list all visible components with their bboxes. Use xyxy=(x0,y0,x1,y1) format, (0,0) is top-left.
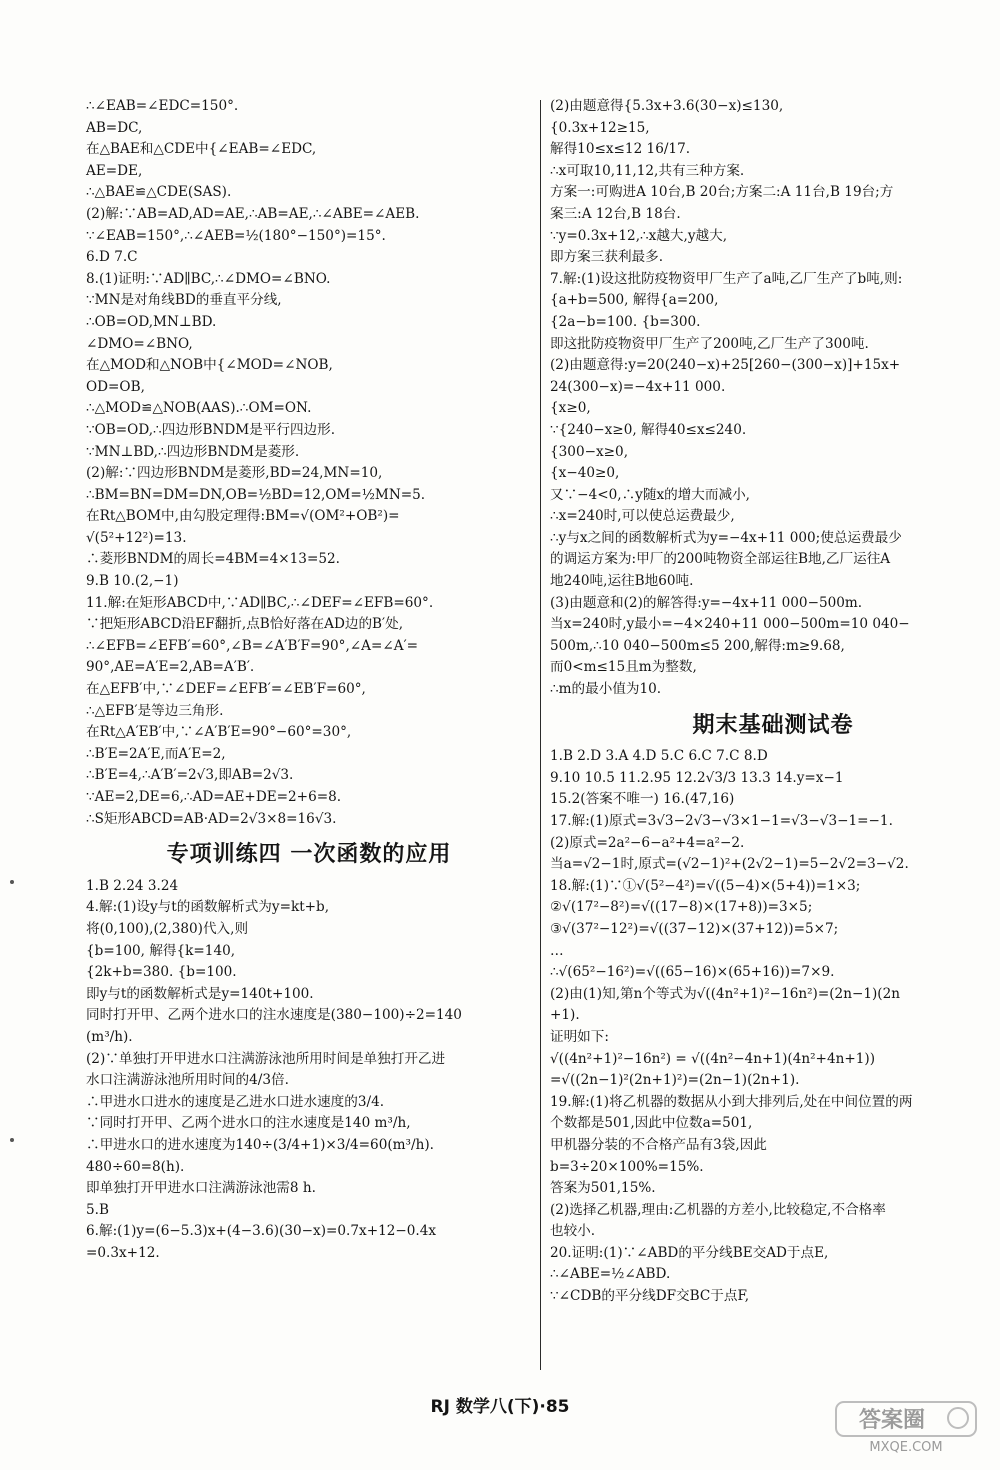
right-column xyxy=(550,96,996,1308)
answer-line: ∵MN⊥BD,∴四边形BNDM是菱形. xyxy=(86,443,300,460)
answer-line: 在△EFB′中,∵∠DEF=∠EFB′=∠EB′F=60°, xyxy=(86,681,366,698)
answer-line: 17.解:(1)原式=3√3−2√3−√3×1−1=√3−√3−1=−1. xyxy=(550,813,893,829)
answer-line: (2)选择乙机器,理由:乙机器的方差小,比较稳定,不合格率 xyxy=(550,1201,886,1218)
answer-line: 当x=240时,y最小=−4×240+11 000−500m=10 040− xyxy=(550,616,910,633)
answer-line: 在△MOD和△NOB中{∠MOD=∠NOB, xyxy=(86,357,333,374)
answer-line: {x−40≥0, xyxy=(550,465,620,482)
answer-line: (2)由题意得:y=20(240−x)+25[260−(300−x)]+15x+ xyxy=(550,357,901,374)
answer-line: √(5²+12²)=13. xyxy=(86,529,187,546)
answer-line: ∴△BAE≌△CDE(SAS). xyxy=(86,184,232,201)
left-answers-part-1 xyxy=(86,96,532,830)
answer-line: ∴△EFB′是等边三角形. xyxy=(86,702,224,719)
answer-line: 15.2(答案不唯一) 16.(47,16) xyxy=(550,791,735,808)
answer-line: ③√(37²−12²)=√((37−12)×(37+12))=5×7; xyxy=(550,920,839,937)
answer-line: b=3÷20×100%=15%. xyxy=(550,1158,704,1175)
answer-line: ∴B′E=4,∴A′B′=2√3,即AB=2√3. xyxy=(86,767,294,784)
answer-line: 个数都是501,因此中位数a=501, xyxy=(550,1115,753,1132)
left-column xyxy=(86,96,532,1264)
edge-mark xyxy=(10,1138,14,1142)
answer-line: 答案为501,15%. xyxy=(550,1180,656,1197)
edge-mark xyxy=(10,880,14,884)
answer-line: 水口注满游泳池所用时间的4/3倍. xyxy=(86,1072,289,1089)
answer-line: 将(0,100),(2,380)代入,则 xyxy=(86,920,249,937)
answer-line: 480÷60=8(h). xyxy=(86,1158,185,1175)
answer-line: 1.B 2.D 3.A 4.D 5.C 6.C 7.C 8.D xyxy=(550,748,768,765)
answer-line: 即y与t的函数解析式是y=140t+100. xyxy=(86,985,314,1002)
answer-line: ∴x=240时,可以使总运费最少, xyxy=(550,508,735,525)
answer-line: {300−x≥0, xyxy=(550,443,629,460)
answer-line: ∴甲进水口进水的速度是乙进水口进水速度的3/4. xyxy=(86,1093,385,1110)
answer-line: ∴∠EAB=∠EDC=150°. xyxy=(86,98,239,114)
answer-line: AB=DC, xyxy=(86,119,143,136)
answer-line: ∴√(65²−16²)=√((65−16)×(65+16))=7×9. xyxy=(550,964,835,981)
answer-line: (2)原式=2a²−6−a²+4=a²−2. xyxy=(550,834,745,851)
answer-line: 即方案三获利最多. xyxy=(550,249,664,266)
section-heading-special-training-4: 专项训练四 一次函数的应用 xyxy=(166,842,452,868)
answer-line: ∴BM=BN=DM=DN,OB=½BD=12,OM=½MN=5. xyxy=(86,486,426,503)
answer-line: 方案一:可购进A 10台,B 20台;方案二:A 11台,B 19台;方 xyxy=(550,184,894,201)
answer-line: 又∵−4<0,∴y随x的增大而减小, xyxy=(550,486,751,503)
answer-line: 而0<m≤15且m为整数, xyxy=(550,659,697,676)
answer-line: 案三:A 12台,B 18台. xyxy=(550,205,681,222)
answer-line: ∵MN是对角线BD的垂直平分线, xyxy=(86,292,282,309)
answer-line: ∵y=0.3x+12,∴x越大,y越大, xyxy=(550,227,728,244)
answer-line: 1.B 2.24 3.24 xyxy=(86,877,179,894)
answer-line: ∵OB=OD,∴四边形BNDM是平行四边形. xyxy=(86,421,336,438)
answer-line: (2)由(1)知,第n个等式为√((4n²+1)²−16n²)=(2n−1)(2n xyxy=(550,985,900,1002)
answer-line: ∴OB=OD,MN⊥BD. xyxy=(86,313,217,330)
answer-line: 即这批防疫物资甲厂生产了200吨,乙厂生产了300吨. xyxy=(550,335,869,352)
answer-line: ∴y与x之间的函数解析式为y=−4x+11 000;使总运费最少 xyxy=(550,529,902,546)
answer-line: 9.B 10.(2,−1) xyxy=(86,573,179,590)
answer-line: OD=OB, xyxy=(86,378,145,395)
answer-line: 当a=√2−1时,原式=(√2−1)²+(2√2−1)=5−2√2=3−√2. xyxy=(550,856,909,873)
answer-line: 9.10 10.5 11.2.95 12.2√3/3 13.3 14.y=x−1 xyxy=(550,769,844,786)
watermark-text: 答案圈 xyxy=(858,1408,926,1433)
answer-line: (2)解:∵四边形BNDM是菱形,BD=24,MN=10, xyxy=(86,465,383,482)
answer-line: ∵AE=2,DE=6,∴AD=AE+DE=2+6=8. xyxy=(86,789,342,805)
answer-line: 4.解:(1)设y与t的函数解析式为y=kt+b, xyxy=(86,899,330,916)
left-answers-part-2 xyxy=(86,876,532,1265)
answer-line: {b=100, 解得{k=140, xyxy=(86,942,236,959)
answer-line: ∴△MOD≌△NOB(AAS).∴OM=ON. xyxy=(86,400,312,417)
answer-line: 6.解:(1)y=(6−5.3)x+(4−3.6)(30−x)=0.7x+12−0.4x xyxy=(86,1223,437,1240)
answer-line: (2)由题意得{5.3x+3.6(30−x)≤130, xyxy=(550,98,784,114)
answer-line: 11.解:在矩形ABCD中,∵AD∥BC,∴∠DEF=∠EFB=60°. xyxy=(86,594,434,611)
section-heading-final-test: 期末基础测试卷 xyxy=(692,712,854,738)
answer-line: ∵{240−x≥0, 解得40≤x≤240. xyxy=(550,421,747,438)
answer-line: 地240吨,运往B地60吨. xyxy=(550,573,694,590)
answer-line: 同时打开甲、乙两个进水口的注水速度是(380−100)÷2=140 xyxy=(86,1007,462,1024)
answer-line: ∴甲进水口的进水速度为140÷(3/4+1)×3/4=60(m³/h). xyxy=(86,1136,434,1153)
answer-line: ∠DMO=∠BNO, xyxy=(86,335,193,352)
answer-line: ∵∠CDB的平分线DF交BC于点F, xyxy=(550,1288,750,1305)
answer-line: 7.解:(1)设这批防疫物资甲厂生产了a吨,乙厂生产了b吨,则: xyxy=(550,270,903,287)
answer-line: ∴∠EFB=∠EFB′=60°,∠B=∠A′B′F=90°,∠A=∠A′= xyxy=(86,637,419,654)
right-answers-part-1 xyxy=(550,96,996,701)
answer-line: 甲机器分装的不合格产品有3袋,因此 xyxy=(550,1136,767,1153)
watermark-subtext: MXQE.COM xyxy=(869,1440,943,1455)
answer-line: 证明如下: xyxy=(550,1028,609,1045)
answer-line: 在△BAE和△CDE中{∠EAB=∠EDC, xyxy=(86,141,317,158)
answer-line: ∴S矩形ABCD=AB·AD=2√3×8=16√3. xyxy=(86,810,337,827)
answer-line: +1). xyxy=(550,1007,580,1024)
answer-line: 20.证明:(1)∵∠ABD的平分线BE交AD于点E, xyxy=(550,1244,829,1261)
answer-line: 也较小. xyxy=(550,1223,596,1240)
answer-line: =√((2n−1)²(2n+1)²)=(2n−1)(2n+1). xyxy=(550,1072,800,1089)
answer-line: ∴B′E=2A′E,而A′E=2, xyxy=(86,745,226,762)
answer-line: 19.解:(1)将乙机器的数据从小到大排列后,处在中间位置的两 xyxy=(550,1093,913,1110)
column-divider xyxy=(540,100,541,1370)
answer-line: ②√(17²−8²)=√((17−8)×(17+8))=3×5; xyxy=(550,899,813,916)
answer-line: 即单独打开甲进水口注满游泳池需8 h. xyxy=(86,1180,316,1197)
answer-line: 在Rt△A′EB′中,∵∠A′B′E=90°−60°=30°, xyxy=(86,724,352,741)
answer-line: ∵同时打开甲、乙两个进水口的注水速度是140 m³/h, xyxy=(86,1115,411,1132)
answer-line: 解得10≤x≤12 16/17. xyxy=(550,141,691,158)
answer-line: {0.3x+12≥15, xyxy=(550,119,650,136)
answer-line: 5.B xyxy=(86,1201,109,1218)
answer-line: √((4n²+1)²−16n²) = √((4n²−4n+1)(4n²+4n+1)) xyxy=(550,1050,875,1067)
answer-line: ∴∠ABE=½∠ABD. xyxy=(550,1266,671,1283)
answer-line: {a+b=500, 解得{a=200, xyxy=(550,292,719,309)
watermark-logo xyxy=(832,1396,982,1456)
answer-line: 500m,∴10 040−500m≤5 200,解得:m≥9.68, xyxy=(550,637,845,654)
page-footer: RJ 数学八(下)·85 xyxy=(430,1397,570,1417)
answer-line: ∴m的最小值为10. xyxy=(550,681,662,698)
answer-line: ∴x可取10,11,12,共有三种方案. xyxy=(550,162,745,179)
answer-line: (2)∵单独打开甲进水口注满游泳池所用时间是单独打开乙进 xyxy=(86,1050,446,1067)
answer-line: 8.(1)证明:∵AD∥BC,∴∠DMO=∠BNO. xyxy=(86,270,331,287)
answer-line: =0.3x+12. xyxy=(86,1244,160,1261)
answer-line: {2a−b=100. {b=300. xyxy=(550,313,701,330)
right-answers-part-2 xyxy=(550,746,996,1307)
answer-line: 24(300−x)=−4x+11 000. xyxy=(550,378,726,395)
answer-line: (3)由题意和(2)的解答得:y=−4x+11 000−500m. xyxy=(550,594,863,611)
answer-line: ∴菱形BNDM的周长=4BM=4×13=52. xyxy=(86,551,340,568)
answer-line: {x≥0, xyxy=(550,400,591,417)
answer-line: 在Rt△BOM中,由勾股定理得:BM=√(OM²+OB²)= xyxy=(86,508,400,525)
answer-line: {2k+b=380. {b=100. xyxy=(86,964,237,981)
answer-line: (m³/h). xyxy=(86,1028,133,1045)
watermark-logo-icon xyxy=(832,1396,982,1456)
answer-line: (2)解:∵AB=AD,AD=AE,∴AB=AE,∴∠ABE=∠AEB. xyxy=(86,205,420,222)
answer-line: … xyxy=(550,942,564,959)
answer-line: 6.D 7.C xyxy=(86,249,138,266)
answer-line: 90°,AE=A′E=2,AB=A′B′. xyxy=(86,659,255,676)
answer-line: 的调运方案为:甲厂的200吨物资全部运往B地,乙厂运往A xyxy=(550,551,891,568)
answer-line: ∵把矩形ABCD沿EF翻折,点B恰好落在AD边的B′处, xyxy=(86,616,404,633)
answer-line: AE=DE, xyxy=(86,162,143,179)
answer-line: 18.解:(1)∵①√(5²−4²)=√((5−4)×(5+4))=1×3; xyxy=(550,877,861,894)
answer-line: ∵∠EAB=150°,∴∠AEB=½(180°−150°)=15°. xyxy=(86,227,386,244)
